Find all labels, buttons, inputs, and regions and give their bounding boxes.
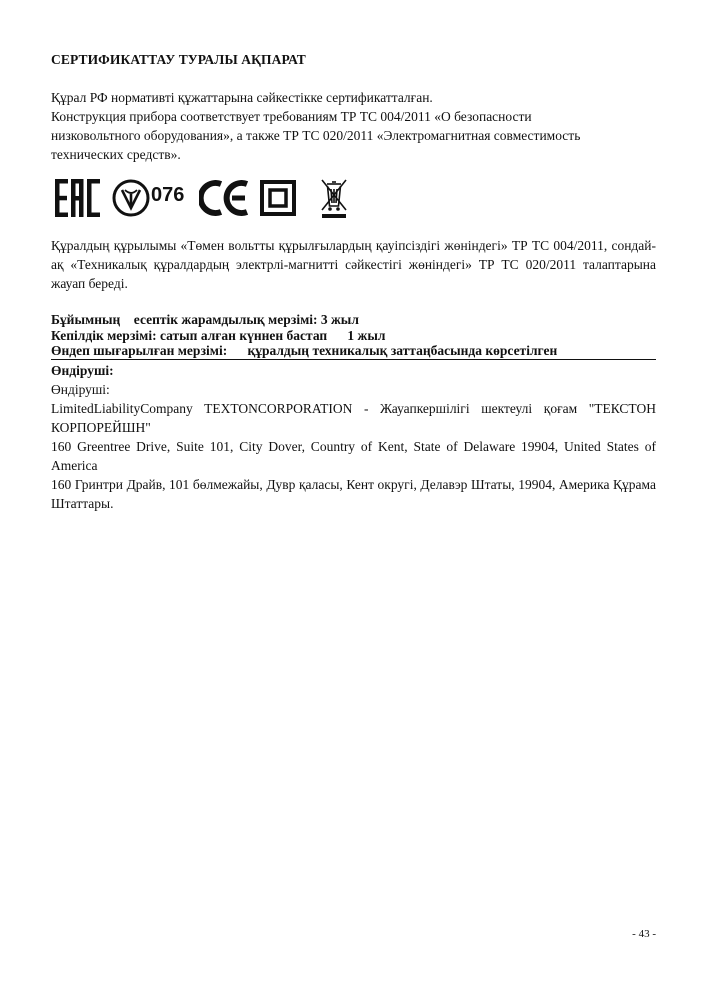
production-date-line: Өндеп шығарылған мерзімі: құралдың техникалық заттаңбасында көрсетілген — [51, 343, 558, 358]
document-page — [51, 0, 656, 1000]
cert-line: Конструкция прибора соответствует требованиям ТР ТС 004/2011 «О безопасности — [51, 109, 532, 124]
cert-line: низковольтного оборудования», а также ТР ТС 020/2011 «Электромагнитная совместимость — [51, 128, 581, 143]
divider-line — [51, 359, 656, 360]
manufacturer-section — [51, 361, 656, 513]
rst-number: 076 — [151, 184, 185, 206]
certification-logos — [51, 174, 371, 222]
compliance-paragraph: Құралдың құрылымы «Төмен вольтты құрылғылардың қауіпсіздігі жөніндегі» ТР ТС 004/2011, сондай-ақ «Техникалық құралдардың электрлі-магнитті сәйкестігі жөніндегі» ТР ТС 020/2011 талаптарына жауап береді. — [51, 238, 656, 291]
eac-mark-icon — [55, 179, 101, 217]
cert-line: Құрал РФ нормативті құжаттарына сәйкестікке сертификатталған. — [51, 90, 433, 105]
rst-mark-icon — [111, 178, 151, 218]
manufacturer-heading: Өндіруші: — [51, 363, 114, 378]
cert-line: технических средств». — [51, 147, 181, 162]
manufacturer-address-kz: 160 Гринтри Драйв, 101 бөлмежайы, Дувр қаласы, Кент округі, Делавэр Штаты, 19904, Америка Құрама Штаттары. — [51, 477, 656, 511]
terms-block — [51, 312, 656, 359]
certification-paragraph — [51, 88, 656, 164]
manufacturer-label: Өндіруші: — [51, 382, 110, 397]
manufacturer-company: LimitedLiabilityCompany TEXTONCORPORATION - Жауапкершілігі шектеулі қоғам "ТЕКСТОН КОРПОРЕЙШН" — [51, 401, 656, 435]
double-insulation-icon — [260, 180, 296, 216]
page-title: СЕРТИФИКАТТАУ ТУРАЛЫ АҚПАРАТ — [51, 52, 306, 67]
page-number: - 43 - — [632, 928, 656, 940]
service-life-line: Бұйымның есептік жарамдылық мерзімі: 3 жыл — [51, 312, 359, 327]
crossed-bin-icon — [319, 174, 349, 220]
warranty-line: Кепілдік мерзімі: сатып алған күннен бастап 1 жыл — [51, 327, 386, 343]
manufacturer-address-en: 160 Greentree Drive, Suite 101, City Dover, Country of Kent, State of Delaware 19904, United States of America — [51, 439, 656, 473]
ce-mark-icon — [199, 180, 251, 216]
